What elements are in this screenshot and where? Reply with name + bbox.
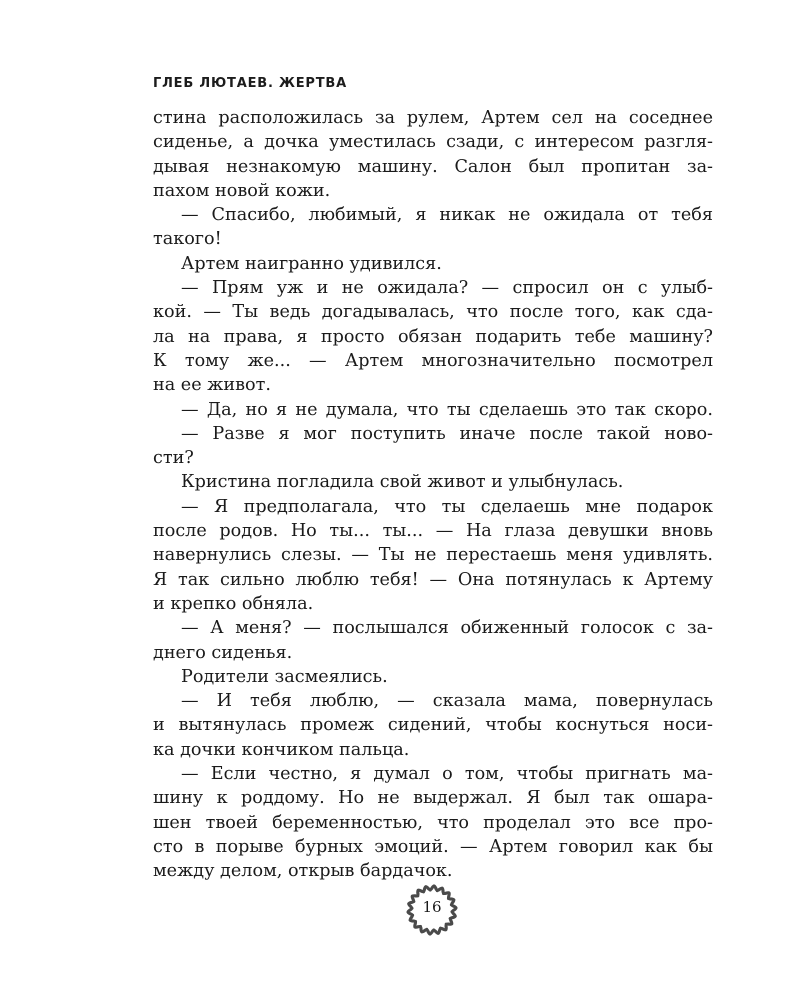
text-line: днего сиденья. bbox=[153, 642, 293, 663]
text-line: — Разве я мог поступить иначе после такой ново- bbox=[181, 423, 713, 444]
text-line: Артем наигранно удивился. bbox=[181, 253, 442, 274]
text-line: стина расположилась за рулем, Артем сел на соседнее bbox=[153, 108, 713, 128]
text-line: дывая незнакомую машину. Салон был пропитан за- bbox=[153, 156, 713, 177]
text-line: — Прям уж и не ожидала? — спросил он с улыб- bbox=[181, 278, 713, 299]
text-line: Кристина погладила свой живот и улыбнулась. bbox=[181, 472, 624, 493]
text-line: между делом, открыв бардачок. bbox=[153, 861, 453, 882]
text-line: на ее живот. bbox=[153, 375, 271, 396]
text-line: ла на права, я просто обязан подарить тебе машину? bbox=[153, 326, 713, 347]
text-line: сто в порыве бурных эмоций. — Артем говорил как бы bbox=[153, 836, 713, 857]
text-line: кой. — Ты ведь догадывалась, что после того, как сда- bbox=[153, 302, 713, 323]
page-number: 16 bbox=[422, 898, 442, 916]
text-line: — Я предполагала, что ты сделаешь мне подарок bbox=[181, 496, 713, 517]
text-line: сти? bbox=[153, 448, 194, 469]
text-line: сиденье, а дочка уместилась сзади, с интересом разгля- bbox=[153, 132, 713, 153]
text-line: такого! bbox=[153, 229, 222, 250]
text-line: — И тебя люблю, — сказала мама, повернулась bbox=[181, 691, 713, 712]
text-line: Я так сильно люблю тебя! — Она потянулась к Артему bbox=[153, 569, 713, 590]
text-line: — Да, но я не думала, что ты сделаешь это так скоро. bbox=[181, 399, 713, 420]
text-line: после родов. Но ты... ты... — На глаза девушки вновь bbox=[153, 521, 713, 542]
text-line: и вытянулась промеж сидений, чтобы коснуться носи- bbox=[153, 715, 713, 736]
running-head: ГЛЕБ ЛЮТАЕВ. ЖЕРТВА bbox=[153, 76, 347, 91]
body-text bbox=[153, 106, 713, 884]
page-number-ornament bbox=[400, 880, 464, 940]
text-line: — А меня? — послышался обиженный голосок с за- bbox=[181, 618, 713, 639]
text-line: — Если честно, я думал о том, чтобы пригнать ма- bbox=[181, 764, 713, 785]
text-line: Родители засмеялись. bbox=[181, 666, 388, 687]
text-line: шен твоей беременностью, что проделал это все про- bbox=[153, 812, 713, 833]
text-line: навернулись слезы. — Ты не перестаешь меня удивлять. bbox=[153, 545, 713, 566]
text-line: и крепко обняла. bbox=[153, 593, 314, 614]
text-line: — Спасибо, любимый, я никак не ожидала от тебя bbox=[181, 205, 713, 226]
text-line: ка дочки кончиком пальца. bbox=[153, 739, 410, 760]
text-line: пахом новой кожи. bbox=[153, 180, 331, 201]
text-line: шину к роддому. Но не выдержал. Я был так ошара- bbox=[153, 788, 713, 809]
text-line: К тому же... — Артем многозначительно посмотрел bbox=[153, 350, 713, 371]
